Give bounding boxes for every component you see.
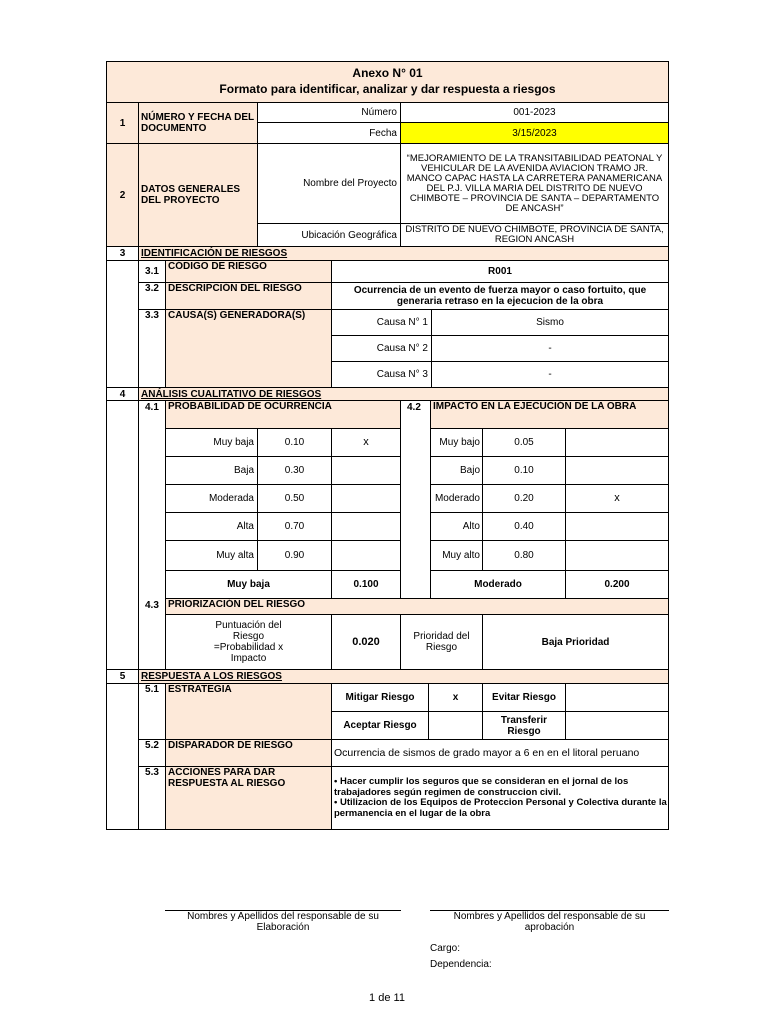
codigo-value: R001	[331, 260, 669, 283]
causa-2-value: -	[431, 335, 669, 362]
impact-row-2-label: Bajo	[430, 456, 483, 485]
transferir-mark	[565, 711, 669, 740]
impact-row-4-label: Alto	[430, 512, 483, 541]
causa-label: CAUSA(S) GENERADORA(S)	[165, 309, 332, 388]
section-4-number: 4	[106, 387, 139, 401]
prob-row-5-label: Muy alta	[165, 540, 258, 571]
impacto-number: 4.2	[407, 402, 421, 413]
prob-row-2-value: 0.30	[257, 456, 332, 485]
impact-row-1-value: 0.05	[482, 428, 566, 457]
probabilidad-label: PROBABILIDAD DE OCURRENCIA	[165, 400, 401, 429]
transferir-option: Transferir Riesgo	[482, 711, 566, 740]
impacto-label: IMPACTO EN LA EJECUCIÓN DE LA OBRA	[430, 400, 669, 429]
section-3-left-col	[106, 260, 139, 388]
impact-row-5-value: 0.80	[482, 540, 566, 571]
impact-row-3-label: Moderado	[430, 484, 483, 513]
mitigar-option: Mitigar Riesgo	[331, 683, 429, 712]
impact-row-2-mark	[565, 456, 669, 485]
signature-aprobacion-label: Nombres y Apellidos del responsable de su aprobación	[453, 911, 646, 933]
prob-result-label: Muy baja	[165, 570, 332, 599]
form-title: Formato para identificar, analizar y dar respuesta a riesgos	[219, 82, 556, 96]
prob-row-3-mark	[331, 484, 401, 513]
disparador-value: Ocurrencia de sismos de grado mayor a 6 en en el litoral peruano	[331, 739, 669, 767]
aceptar-mark	[428, 711, 483, 740]
prioridad-value: Baja Prioridad	[482, 614, 669, 670]
section-2-label: DATOS GENERALES DEL PROYECTO	[138, 143, 258, 247]
section-1-number: 1	[106, 102, 139, 144]
form-header	[106, 61, 669, 103]
signature-elaboracion-label: Nombres y Apellidos del responsable de su Elaboración	[187, 911, 379, 933]
descripcion-label: DESCRIPCIÓN DEL RIESGO	[165, 282, 332, 310]
disparador-label: DISPARADOR DE RIESGO	[165, 739, 332, 767]
aceptar-option: Aceptar Riesgo	[331, 711, 429, 740]
nombre-proyecto-value: “MEJORAMIENTO DE LA TRANSITABILIDAD PEATONAL Y VEHICULAR DE LA AVENIDA AVIACION TRAMO JR. MANCO CAPAC HASTA LA CARRETERA PANAMERICANA DEL P.J. VILLA MARIA DEL DISTRITO DE NUEVO CHIMBOTE – PROVINCIA DE SANTA – DEPARTAMENTO DE ANCASH”	[400, 143, 669, 224]
acciones-list	[331, 766, 669, 830]
estrategia-label: ESTRATEGIA	[165, 683, 332, 740]
prob-row-4-value: 0.70	[257, 512, 332, 541]
section-4-mid-col	[400, 400, 431, 599]
disparador-number: 5.2	[138, 739, 166, 767]
impact-row-3-mark: x	[565, 484, 669, 513]
numero-value: 001-2023	[400, 102, 669, 123]
acciones-number: 5.3	[138, 766, 166, 830]
acciones-label: ACCIONES PARA DAR RESPUESTA AL RIESGO	[165, 766, 332, 830]
impact-result-value: 0.200	[565, 570, 669, 599]
causa-3-label: Causa N° 3	[331, 361, 432, 388]
section-5-left-col	[106, 683, 139, 830]
prob-row-3-label: Moderada	[165, 484, 258, 513]
impact-row-2-value: 0.10	[482, 456, 566, 485]
puntuacion-label: Puntuación del Riesgo =Probabilidad x Impacto	[165, 614, 332, 670]
codigo-number: 3.1	[138, 260, 166, 283]
section-3-label: IDENTIFICACIÓN DE RIESGOS	[138, 246, 669, 261]
evitar-option: Evitar Riesgo	[482, 683, 566, 712]
prob-row-5-mark	[331, 540, 401, 571]
prob-row-2-label: Baja	[165, 456, 258, 485]
evitar-mark	[565, 683, 669, 712]
ubicacion-label: Ubicación Geográfica	[257, 223, 401, 247]
codigo-label: CÓDIGO DE RIESGO	[165, 260, 332, 283]
impact-row-3-value: 0.20	[482, 484, 566, 513]
dependencia-label: Dependencia:	[430, 959, 492, 970]
accion-item: • Utilizacion de los Equipos de Proteccion Personal y Colectiva durante la permanencia en el lugar de la obra	[334, 797, 667, 819]
puntuacion-value: 0.020	[331, 614, 401, 670]
probabilidad-number: 4.1	[145, 402, 159, 413]
section-4-label: ANÁLISIS CUALITATIVO DE RIESGOS	[138, 387, 669, 401]
causa-number: 3.3	[138, 309, 166, 388]
prob-row-1-value: 0.10	[257, 428, 332, 457]
numero-label: Número	[257, 102, 401, 123]
impact-row-5-label: Muy alto	[430, 540, 483, 571]
prob-row-2-mark	[331, 456, 401, 485]
impact-row-1-label: Muy bajo	[430, 428, 483, 457]
priorizacion-label: PRIORIZACIÓN DEL RIESGO	[165, 598, 669, 615]
impact-row-5-mark	[565, 540, 669, 571]
prob-row-4-label: Alta	[165, 512, 258, 541]
fecha-label: Fecha	[257, 122, 401, 144]
prob-row-1-label: Muy baja	[165, 428, 258, 457]
priorizacion-number: 4.3	[145, 600, 159, 611]
impact-result-label: Moderado	[430, 570, 566, 599]
causa-3-value: -	[431, 361, 669, 388]
fecha-value: 3/15/2023	[400, 122, 669, 144]
prob-row-4-mark	[331, 512, 401, 541]
annex-title: Anexo N° 01	[352, 66, 423, 80]
section-4-sub-col	[138, 400, 166, 670]
causa-2-label: Causa N° 2	[331, 335, 432, 362]
causa-1-label: Causa N° 1	[331, 309, 432, 336]
section-3-number: 3	[106, 246, 139, 261]
ubicacion-value: DISTRITO DE NUEVO CHIMBOTE, PROVINCIA DE SANTA, REGION ANCASH	[400, 223, 669, 247]
descripcion-number: 3.2	[138, 282, 166, 310]
prob-row-5-value: 0.90	[257, 540, 332, 571]
prioridad-label: Prioridad del Riesgo	[400, 614, 483, 670]
impact-row-1-mark	[565, 428, 669, 457]
impact-row-4-value: 0.40	[482, 512, 566, 541]
accion-item: • Hacer cumplir los seguros que se consideran en el jornal de los trabajadores según regimen de construccion civil.	[334, 776, 629, 798]
prob-row-3-value: 0.50	[257, 484, 332, 513]
section-1-label: NÚMERO Y FECHA DEL DOCUMENTO	[138, 102, 258, 144]
prob-row-1-mark: x	[331, 428, 401, 457]
estrategia-number: 5.1	[138, 683, 166, 740]
causa-1-value: Sismo	[431, 309, 669, 336]
section-2-number: 2	[106, 143, 139, 247]
nombre-proyecto-label: Nombre del Proyecto	[257, 143, 401, 224]
section-5-number: 5	[106, 669, 139, 684]
section-4-left-col	[106, 400, 139, 670]
cargo-label: Cargo:	[430, 943, 461, 954]
mitigar-mark: x	[428, 683, 483, 712]
section-5-label: RESPUESTA A LOS RIESGOS	[138, 669, 669, 684]
prob-result-value: 0.100	[331, 570, 401, 599]
page-number: 1 de 11	[369, 992, 405, 1004]
descripcion-value: Ocurrencia de un evento de fuerza mayor o caso fortuito, que generaria retraso en la ejecucion de la obra	[331, 282, 669, 310]
impact-row-4-mark	[565, 512, 669, 541]
